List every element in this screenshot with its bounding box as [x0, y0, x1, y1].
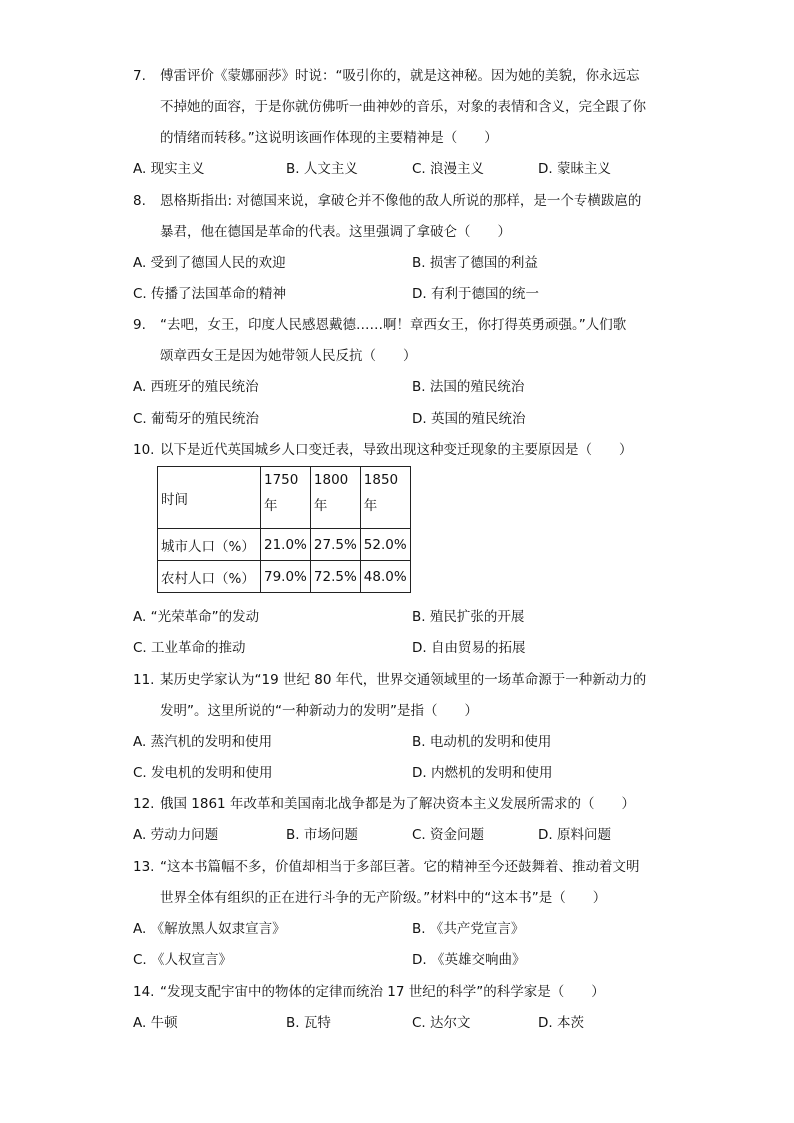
table-header-cell: 时间: [158, 467, 261, 529]
table-header-year: 1750: [264, 472, 299, 488]
q8-number: 8.: [133, 193, 146, 209]
q8-option-b[interactable]: B. 损害了德国的利益: [412, 255, 538, 271]
q10-option-c[interactable]: C. 工业革命的推动: [133, 640, 246, 656]
table-row: [158, 529, 411, 561]
table-cell: 79.0%: [261, 561, 311, 593]
q8-option-a[interactable]: A. 受到了德国人民的欢迎: [133, 255, 286, 271]
q12-option-b[interactable]: B. 市场问题: [286, 827, 358, 843]
q11-number: 11.: [133, 672, 155, 688]
q12-stem-line1: 俄国 1861 年改革和美国南北战争都是为了解决资本主义发展所需求的（ ）: [160, 796, 635, 812]
q13-option-d[interactable]: D. 《英雄交响曲》: [412, 952, 526, 968]
q10-option-b[interactable]: B. 殖民扩张的开展: [412, 609, 525, 625]
q13-stem-line1: “这本书篇幅不多，价值却相当于多部巨著。它的精神至今还鼓舞着、推动着文明: [160, 859, 640, 875]
table-cell: 27.5%: [310, 529, 360, 561]
q14-option-a[interactable]: A. 牛顿: [133, 1015, 178, 1031]
q11-option-d[interactable]: D. 内燃机的发明和使用: [412, 765, 553, 781]
table-header-row: [158, 467, 411, 529]
q8-option-c[interactable]: C. 传播了法国革命的精神: [133, 286, 287, 302]
q8-option-d[interactable]: D. 有利于德国的统一: [412, 286, 539, 302]
table-header-year: 1800: [313, 472, 349, 488]
q9-number: 9.: [133, 317, 146, 333]
q13-stem-line2: 世界全体有组织的正在进行斗争的无产阶级。”材料中的“这本书”是（ ）: [160, 890, 607, 906]
q7-number: 7.: [133, 68, 146, 84]
q14-option-b[interactable]: B. 瓦特: [286, 1015, 331, 1031]
q12-option-c[interactable]: C. 资金问题: [412, 827, 485, 843]
table-header-unit: 年: [264, 498, 278, 514]
table-cell: 21.0%: [261, 529, 311, 561]
q13-option-a[interactable]: A. 《解放黑人奴隶宣言》: [133, 921, 286, 937]
q8-stem-line1: 恩格斯指出: 对德国来说，拿破仑并不像他的敌人所说的那样，是一个专横跋扈的: [160, 193, 642, 209]
q7-stem-line2: 不掉她的面容，于是你就仿佛听一曲神妙的音乐，对象的表情和含义，完全跟了你: [160, 99, 646, 115]
q11-option-c[interactable]: C. 发电机的发明和使用: [133, 765, 273, 781]
table-cell: 48.0%: [360, 561, 410, 593]
q14-option-d[interactable]: D. 本茨: [538, 1015, 584, 1031]
table-cell: 城市人口（%）: [158, 529, 261, 561]
table-cell: 72.5%: [310, 561, 360, 593]
q7-stem-line1: 傅雷评价《蒙娜丽莎》时说：“吸引你的，就是这神秘。因为她的美貌，你永远忘: [160, 68, 640, 84]
q9-option-d[interactable]: D. 英国的殖民统治: [412, 411, 526, 427]
q12-option-a[interactable]: A. 劳动力问题: [133, 827, 219, 843]
q13-number: 13.: [133, 859, 155, 875]
q8-stem-line2: 暴君，他在德国是革命的代表。这里强调了拿破仑（ ）: [160, 224, 511, 240]
q10-option-d[interactable]: D. 自由贸易的拓展: [412, 640, 526, 656]
table-header-unit: 年: [363, 498, 378, 514]
q14-option-c[interactable]: C. 达尔文: [412, 1015, 471, 1031]
q12-option-d[interactable]: D. 原料问题: [538, 827, 611, 843]
table-cell: 农村人口（%）: [158, 561, 261, 593]
q7-option-b[interactable]: B. 人文主义: [286, 161, 358, 177]
table-header-unit: 年: [313, 498, 328, 514]
q11-option-a[interactable]: A. 蒸汽机的发明和使用: [133, 734, 273, 750]
table-row: [158, 561, 411, 593]
q11-stem-line2: 发明”。这里所说的“一种新动力的发明”是指（ ）: [160, 703, 478, 719]
q10-number: 10.: [133, 442, 155, 458]
q13-option-c[interactable]: C. 《人权宣言》: [133, 952, 233, 968]
q12-number: 12.: [133, 796, 155, 812]
q7-stem-line3: 的情绪而转移。”这说明该画作体现的主要精神是（ ）: [160, 130, 498, 146]
q10-stem-line1: 以下是近代英国城乡人口变迁表，导致出现这种变迁现象的主要原因是（ ）: [160, 442, 633, 458]
q13-option-b[interactable]: B. 《共产党宣言》: [412, 921, 525, 937]
q9-stem-line1: “去吧，女王，印度人民感恩戴德……啊！章西女王，你打得英勇顽强。”人们歌: [160, 317, 627, 333]
q11-stem-line1: 某历史学家认为“19 世纪 80 年代，世界交通领域里的一场革命源于一种新动力的: [160, 672, 647, 688]
table-header-cell: [261, 467, 311, 529]
q9-stem-line2: 颂章西女王是因为她带领人民反抗（ ）: [160, 348, 417, 364]
table-cell: 52.0%: [360, 529, 410, 561]
q7-option-d[interactable]: D. 蒙昧主义: [538, 161, 611, 177]
table-header-year: 1850: [363, 472, 399, 488]
q7-option-c[interactable]: C. 浪漫主义: [412, 161, 485, 177]
q11-option-b[interactable]: B. 电动机的发明和使用: [412, 734, 552, 750]
q10-option-a[interactable]: A. “光荣革命”的发动: [133, 609, 260, 625]
q14-number: 14.: [133, 984, 155, 1000]
q9-option-b[interactable]: B. 法国的殖民统治: [412, 379, 525, 395]
q9-option-c[interactable]: C. 葡萄牙的殖民统治: [133, 411, 260, 427]
table-header-cell: [310, 467, 360, 529]
q9-option-a[interactable]: A. 西班牙的殖民统治: [133, 379, 259, 395]
q7-option-a[interactable]: A. 现实主义: [133, 161, 205, 177]
population-table: [157, 466, 411, 593]
q14-stem-line1: “发现支配宇宙中的物体的定律而统治 17 世纪的科学”的科学家是（ ）: [160, 984, 605, 1000]
table-header-cell: [360, 467, 410, 529]
